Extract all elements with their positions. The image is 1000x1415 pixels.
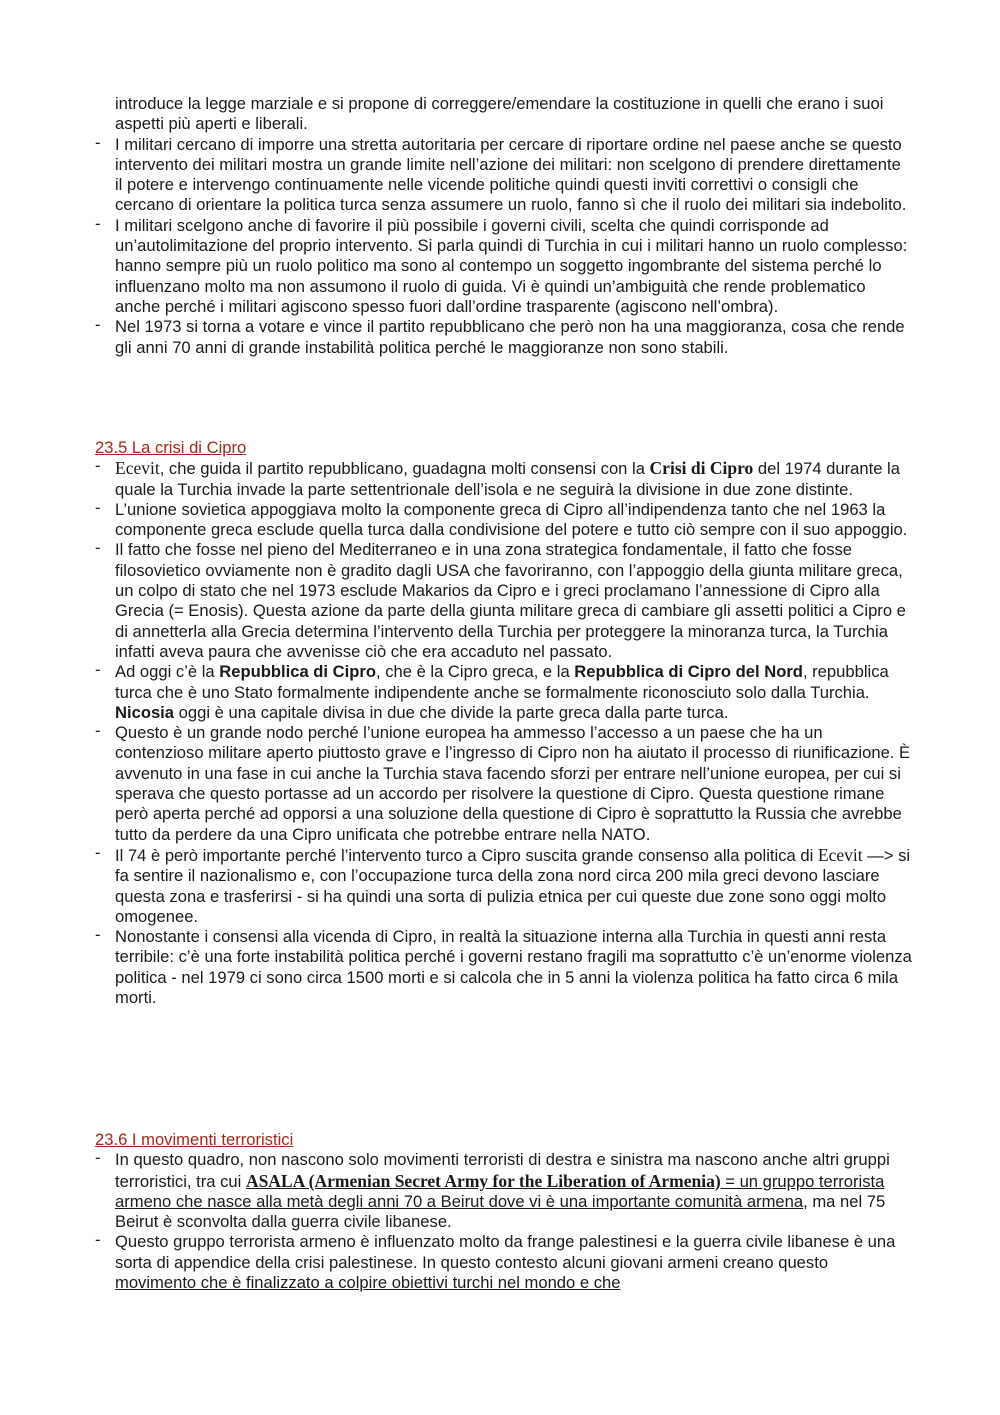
term-nicosia: Nicosia xyxy=(115,702,175,722)
section-23-5 xyxy=(0,438,1000,1008)
text-run: del 1974 durante la quale la Turchia invade la parte settentrionale dell’isola e ne seguirà la divisione in due zone distinte. xyxy=(115,459,900,499)
text-run: Questo gruppo terrorista armeno è influenzato molto da frange palestinesi e la guerra civile libanese è una sorta di appendice della crisi palestinese. In questo contesto alcuni giovani armeni creano questo xyxy=(115,1232,896,1272)
intro-paragraph-fragment: introduce la legge marziale e si propone di correggere/emendare la costituzione in quelli che erano i suoi aspetti più aperti e liberali. xyxy=(115,94,884,134)
text-run-underlined: = un gruppo terrorista armeno che nasce alla metà degli anni 70 a Beirut dove vi è una importante comunità armena xyxy=(115,1171,885,1211)
name-ecevit: Ecevit xyxy=(115,458,160,479)
list-item xyxy=(0,458,1000,500)
term-asala: ASALA (Armenian Secret Army for the Liberation of Armenia) xyxy=(245,1170,721,1191)
bullet-list xyxy=(0,458,1000,1008)
text-run: —> si fa sentire il nazionalismo e, con l’occupazione turca della zona nord circa 200 mila greci devono lasciare questa zona e trasferirsi - si ha quindi una sorta di pulizia etnica per cui queste due zone sono oggi molto omogenee. xyxy=(115,845,911,926)
list-item xyxy=(0,1150,1000,1232)
list-item: - Nonostante i consensi alla vicenda di Cipro, in realtà la situazione interna alla Turchia in questi anni resta terribile: c’è una forte instabilità politica perché i governi restano fragili ma soprattutto c’è un’enorme violenza politica - nel 1979 ci sono circa 1500 morti e si calcola che in 5 anni la violenza politica ha fatto circa 6 mila morti. xyxy=(0,927,1000,1008)
term-repubblica-di-cipro-del-nord: Repubblica di Cipro del Nord xyxy=(574,662,803,682)
section-23-6 xyxy=(0,1130,1000,1293)
text-run-underlined: movimento che è finalizzato a colpire obiettivi turchi nel mondo e che xyxy=(115,1273,621,1293)
list-item: - L’unione sovietica appoggiava molto la componente greca di Cipro all’indipendenza tanto che nel 1963 la componente greca esclude quella turca dalla condivisione del potere e tutto ciò sempre con il suo appoggio. xyxy=(0,500,1000,541)
text-run: Ad oggi c’è la xyxy=(115,662,220,682)
list-item: - Questo è un grande nodo perché l’unione europea ha ammesso l’accesso a un paese che ha un contenzioso militare aperto piuttosto grave e l’ingresso di Cipro non ha aiutato il processo di riunificazione. È avvenuto in una fase in cui anche la Turchia stava facendo sforzi per entrare nell’unione europea, per cui si sperava che questo portasse ad un accordo per risolvere la questione di Cipro. Questa questione rimane però aperta perché ad opporsi a una soluzione della questione di Cipro è soprattutto la Russia che avrebbe tutto da perdere da una Cipro unificata che potrebbe entrare nella NATO. xyxy=(0,723,1000,845)
list-item xyxy=(0,662,1000,723)
term-repubblica-di-cipro: Repubblica di Cipro xyxy=(219,662,376,682)
text-run: In questo quadro, non nascono solo movimenti terroristi di destra e sinistra ma nascono anche altri gruppi terroristici, tra cui xyxy=(115,1150,890,1191)
bullet-list xyxy=(0,1150,1000,1293)
list-item xyxy=(0,1232,1000,1293)
list-item: - I militari scelgono anche di favorire il più possibile i governi civili, scelta che quindi corrisponde ad un’autolimitazione del proprio intervento. Si parla quindi di Turchia in cui i militari hanno un ruolo complesso: hanno sempre più un ruolo politico ma sono al contempo un soggetto ingombrante del sistema perché lo influenzano molto ma non assumono il ruolo di guida. Vi è quindi un’ambiguità che rende problematico anche perché i militari agiscono spesso fuori dall’ordine trasparente (agiscono nell’ombra). xyxy=(0,216,1000,317)
text-run: , ma nel 75 Beirut è sconvolta dalla guerra civile libanese. xyxy=(115,1191,886,1232)
text-run: Il 74 è però importante perché l’intervento turco a Cipro suscita grande consenso alla politica di xyxy=(115,845,818,865)
section-heading: 23.5 La crisi di Cipro xyxy=(95,438,247,457)
list-item xyxy=(0,845,1000,927)
list-item: - I militari cercano di imporre una stretta autoritaria per cercare di riportare ordine nel paese anche se questo intervento dei militari mostra un grande limite nell’azione dei militari: non scelgono di prendere direttamente il potere e intervengo continuamente nelle vicende politiche quindi questi inviti correttivi o consigli che cercano di orientare la politica turca senza assumere un ruolo, fanno sì che il ruolo dei militari sia indebolito. xyxy=(0,135,1000,216)
text-run: , che è la Cipro greca, e la xyxy=(375,662,575,682)
list-item: - Il fatto che fosse nel pieno del Mediterraneo e in una zona strategica fondamentale, il fatto che fosse filosovietico ovviamente non è gradito dagli USA che favoriranno, con l’appoggio della giunta militare greca, un colpo di stato che nel 1973 esclude Makarios da Cipro e i greci proclamano l’annessione di Cipro alla Grecia (= Enosis). Questa azione da parte della giunta militare greca di cambiare gli assetti politici a Cipro e di annetterla alla Grecia determina l’intervento della Turchia per proteggere la minoranza turca, la Turchia infatti aveva paura che avvenisse ciò che era accaduto nel passato. xyxy=(0,540,1000,662)
bullet-list xyxy=(0,135,1000,358)
text-run: , che guida il partito repubblicano, guadagna molti consensi con la xyxy=(159,459,650,479)
text-run: oggi è una capitale divisa in due che divide la parte greca dalla parte turca. xyxy=(174,702,729,722)
text-run: , repubblica turca che è uno Stato formalmente indipendente anche se formalmente riconosciuto solo dalla Turchia. xyxy=(115,662,889,702)
section-22-bullets xyxy=(0,135,1000,358)
name-ecevit: Ecevit xyxy=(817,844,863,865)
section-heading: 23.6 I movimenti terroristici xyxy=(95,1130,294,1149)
term-crisi-di-cipro: Crisi di Cipro xyxy=(649,458,754,479)
list-item: - Nel 1973 si torna a votare e vince il partito repubblicano che però non ha una maggioranza, cosa che rende gli anni 70 anni di grande instabilità politica perché le maggioranze non sono stabili. xyxy=(0,317,1000,358)
